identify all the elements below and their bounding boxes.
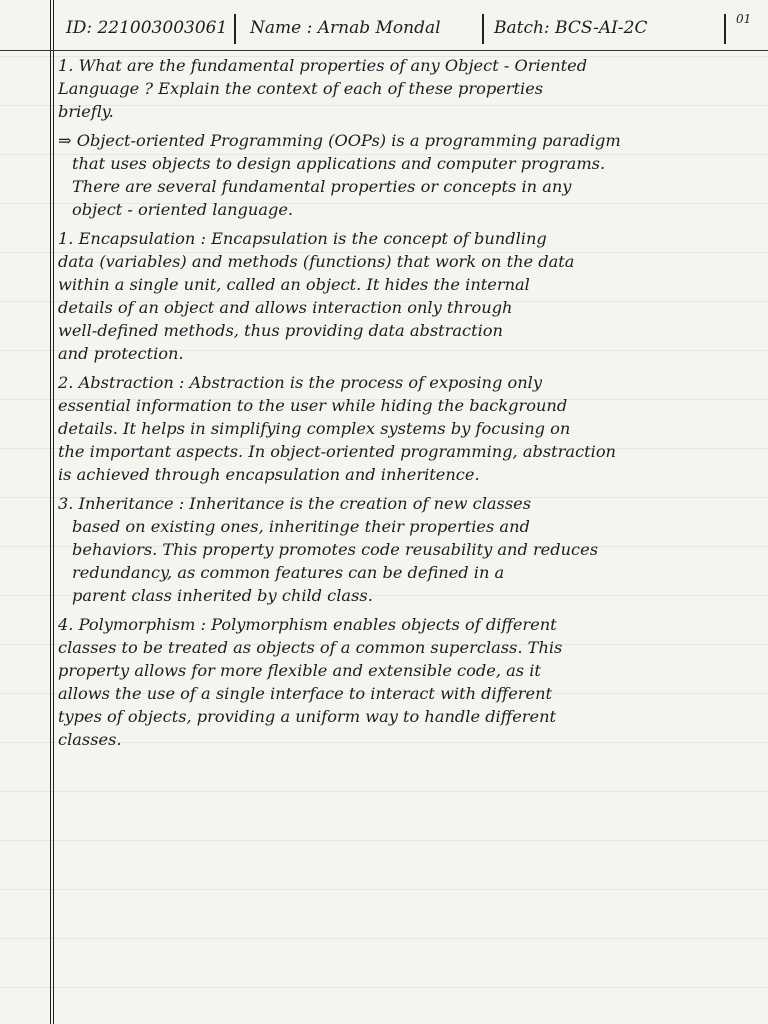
section-line: details. It helps in simplifying complex systems by focusing on [58, 419, 571, 438]
section-line: allows the use of a single interface to interact with different [58, 684, 553, 703]
answer-body [58, 54, 760, 751]
section-line: 3. Inheritance : Inheritance is the creation of new classes [58, 494, 532, 513]
section-line: parent class inherited by child class. [72, 586, 373, 605]
intro-line: that uses objects to design applications and computer programs. [72, 154, 606, 173]
header-divider [724, 14, 726, 44]
page-number: 01 [736, 12, 752, 26]
section-line: essential information to the user while hiding the background [58, 396, 568, 415]
section-line: redundancy, as common features can be defined in a [72, 563, 505, 582]
question-line: briefly. [58, 102, 114, 121]
question-line: Language ? Explain the context of each of these properties [58, 79, 544, 98]
section-line: and protection. [58, 344, 184, 363]
section-line: details of an object and allows interaction only through [58, 298, 513, 317]
section-line: based on existing ones, inheritinge their properties and [72, 517, 530, 536]
intro-line: object - oriented language. [72, 200, 294, 219]
page-header [0, 10, 768, 46]
intro-line: There are several fundamental properties or concepts in any [72, 177, 572, 196]
section-encapsulation [58, 227, 760, 365]
header-divider [234, 14, 236, 44]
section-line: data (variables) and methods (functions) that work on the data [58, 252, 575, 271]
section-line: types of objects, providing a uniform way to handle different [58, 707, 557, 726]
section-polymorphism [58, 613, 760, 751]
batch: Batch: BCS-AI-2C [494, 18, 648, 38]
section-line: classes. [58, 730, 122, 749]
section-line: classes to be treated as objects of a common superclass. This [58, 638, 563, 657]
student-name: Name : Arnab Mondal [250, 18, 441, 38]
margin-line [50, 0, 51, 1024]
section-line: is achieved through encapsulation and inheritence. [58, 465, 480, 484]
header-rule [0, 50, 768, 51]
margin-line [53, 0, 54, 1024]
section-abstraction [58, 371, 760, 486]
section-line: within a single unit, called an object. It hides the internal [58, 275, 530, 294]
section-line: behaviors. This property promotes code reusability and reduces [72, 540, 599, 559]
section-line: 4. Polymorphism : Polymorphism enables objects of different [58, 615, 557, 634]
student-id: ID: 221003003061 [66, 18, 228, 38]
section-line: well-defined methods, thus providing data abstraction [58, 321, 503, 340]
intro-paragraph [58, 129, 760, 221]
header-divider [482, 14, 484, 44]
question-line: 1. What are the fundamental properties of any Object - Oriented [58, 56, 588, 75]
intro-line: ⇒ Object-oriented Programming (OOPs) is a programming paradigm [58, 131, 621, 150]
section-line: 1. Encapsulation : Encapsulation is the concept of bundling [58, 229, 547, 248]
section-line: property allows for more flexible and extensible code, as it [58, 661, 541, 680]
section-inheritance [58, 492, 760, 607]
question [58, 54, 760, 123]
section-line: 2. Abstraction : Abstraction is the process of exposing only [58, 373, 542, 392]
section-line: the important aspects. In object-oriented programming, abstraction [58, 442, 616, 461]
